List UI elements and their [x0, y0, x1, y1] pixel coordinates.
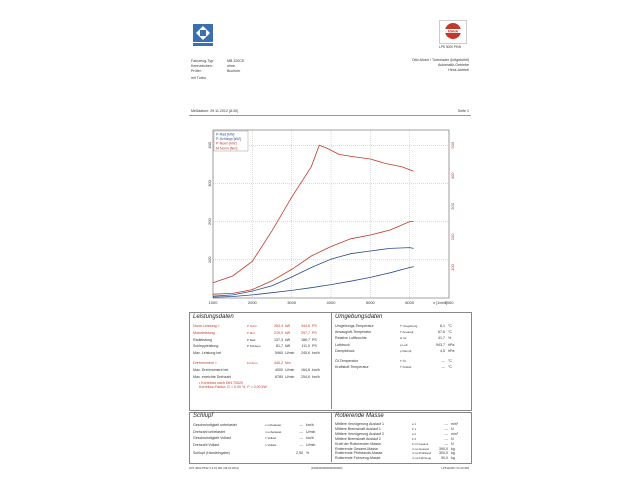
masse-unit: kg	[451, 451, 455, 456]
leistung-value-1: 81,7	[276, 344, 283, 349]
leistung-label: Max. Drehmoment bei	[193, 367, 229, 372]
lower-column-divider	[331, 412, 332, 462]
umgebung-symbol: T Kraftst	[400, 365, 412, 370]
leistung-label: Motorleistung	[193, 330, 215, 335]
leistung-label: Schleppleistung	[193, 344, 219, 349]
leistung-unit-2: PS	[312, 324, 317, 328]
leistung-unit-1: kW	[285, 324, 291, 328]
schlupf-label: Geschwindigkeit unbelastet	[193, 423, 237, 427]
series-line-0	[213, 145, 414, 282]
leistung-label: Max. erreichte Drehzahl	[193, 374, 232, 379]
series-line-1	[213, 222, 414, 295]
schlupf-value: ---	[299, 436, 303, 441]
chart-series	[213, 145, 414, 297]
schlupf-value: ---	[299, 442, 303, 447]
umgebung-unit: °C	[448, 359, 453, 363]
y-left-tick-label: 400	[207, 141, 212, 149]
schlupf-value: ---	[299, 423, 303, 427]
umgebung-unit: hPa	[448, 348, 455, 353]
schlupf-label: Drehzahl Vollast	[193, 442, 219, 447]
engine-line-1: Otto-Motor / Turbolader (luftgekühlt)	[411, 58, 469, 62]
tester: Buchner	[227, 69, 241, 73]
leistung-symbol: P Rad	[247, 337, 256, 342]
masse-symbol: a 2	[412, 431, 416, 436]
leistung-value-1: 219,0	[274, 330, 283, 335]
leistung-unit-2: km/h	[312, 367, 320, 372]
leistung-unit-1: U/min	[285, 374, 295, 379]
masse-value: ---	[444, 426, 448, 431]
y-right-tick-label: 400	[450, 172, 455, 180]
leistung-unit-1: kW	[285, 337, 291, 342]
masse-unit: N	[451, 426, 454, 431]
upper-column-divider	[331, 312, 332, 409]
footer-right: LPS EURO V1.20.903	[441, 466, 469, 470]
masse-title: Rotierende Masse	[335, 413, 384, 419]
schlupf-unit: U/min	[306, 442, 316, 447]
umgebung-unit: %	[448, 336, 452, 341]
umgebung-symbol: p Luft	[400, 342, 408, 347]
measure-date: Meßdatum: 29.11.2012 (8:30)	[191, 109, 239, 113]
leistung-value-2: 164,6	[301, 367, 310, 372]
umgebung-label: Kraftstoff-Temperatur	[335, 365, 369, 370]
masse-symbol: F rot Gesamt	[412, 441, 429, 446]
schlupf-unit: U/min	[306, 429, 316, 434]
masse-unit: m/s²	[451, 431, 458, 436]
masse-symbol: m rot Gesamt	[412, 446, 429, 451]
corr-line-1: • Korrektur nach DIN 70020	[199, 381, 244, 385]
x-tick-label: 3000	[287, 300, 297, 305]
schlupf-symbol: v unbelastet	[265, 423, 282, 427]
leistung-value-2: 254,6	[301, 374, 310, 379]
masse-value: 390,0	[439, 446, 448, 451]
umgebung-label: Relative Luftfeuchte	[335, 336, 367, 341]
leistung-label: Drehmoment =	[193, 361, 217, 365]
masse-label: Kraft der Rotierenden Masse	[335, 441, 381, 446]
schlupf-value: 2,50	[296, 451, 303, 456]
x-tick-label: 4000	[326, 300, 336, 305]
masse-value: 300,0	[439, 451, 448, 456]
umgebung-symbol: T Umgebung	[400, 324, 418, 328]
schlupf-value: ---	[299, 429, 303, 434]
masse-value: 90,0	[441, 456, 448, 461]
masse-symbol: m rot Fahrzeug	[412, 456, 431, 461]
y-right-tick-label: 300	[450, 203, 455, 210]
y-right-tick-label: 100	[450, 264, 455, 271]
umgebung-symbol: T Ansaugl	[400, 330, 414, 335]
schlupf-label: Schlupf (Handeingabe)	[193, 451, 230, 456]
chart-grid	[213, 130, 449, 298]
legend-entry: M Norm [Nm]	[216, 146, 238, 151]
note: mit Turbo	[191, 76, 206, 80]
x-axis-unit: n [1/min]	[433, 301, 447, 305]
y-left-tick-label: 200	[207, 218, 212, 225]
schlupf-unit: %	[306, 451, 310, 456]
masse-label: Mittlere Bremskraft Auslauf 2	[335, 436, 381, 441]
umgebung-value: ---	[441, 365, 445, 370]
umgebung-unit: °C	[448, 365, 453, 370]
schlupf-unit: km/h	[306, 436, 314, 441]
leistung-symbol: P Mot	[247, 330, 255, 335]
footer-left: LPS 3000 PKW V.3.01.001 (06.10.2011)	[189, 466, 239, 470]
masse-label: Mittlere Bremskraft Auslauf 1	[335, 426, 381, 431]
institute-logo-icon	[191, 22, 215, 48]
page-number: Seite 1	[457, 109, 469, 113]
plate: ohne	[227, 64, 235, 68]
leistung-value-1: 5960	[275, 351, 283, 356]
schlupf-symbol: v Vollast	[265, 436, 277, 441]
schlupf-unit: km/h	[306, 423, 314, 427]
umgebung-symbol: T Öl	[400, 359, 406, 363]
plate-label: Kennzeichen:	[191, 64, 213, 68]
masse-unit: m/s²	[451, 422, 458, 426]
masse-label: Rotierende Prüfstands-Masse	[335, 451, 383, 456]
y-right-tick-label: 200	[450, 233, 455, 241]
vehicle-type: MB 320CE	[227, 59, 245, 63]
leistung-value-1: 137,3	[274, 337, 283, 342]
umgebung-label: Öl-Temperatur	[335, 359, 358, 363]
leistung-unit-2: km/h	[312, 351, 320, 356]
tester-label: Prüfer:	[191, 69, 202, 73]
legend-entry: P-Rad [kW]	[216, 132, 235, 137]
masse-label: Mittlere Verzögerung Auslauf 1	[335, 422, 384, 426]
leistung-label: Radleistung	[193, 337, 212, 342]
legend-entry: P-Norm [kW]	[216, 141, 237, 146]
masse-symbol: F 1	[412, 426, 417, 431]
masse-label: Rotierende Gesamt-Masse	[335, 446, 378, 451]
engine-line-3: Heck-Antrieb	[448, 68, 469, 72]
masse-unit: kg	[451, 446, 455, 451]
maha-logo	[439, 20, 467, 50]
legend-entry: P-Schlepp [kW]	[216, 137, 241, 142]
y-right-tick-label: 500	[450, 141, 455, 149]
leistung-value-2: 245,6	[301, 351, 310, 356]
leistung-value-2: 111,0	[301, 344, 310, 349]
vehicle-type-label: Fahrzeug-Typ:	[191, 59, 215, 63]
umgebung-unit: hPa	[448, 342, 455, 347]
umgebung-value: ---	[441, 359, 445, 363]
divider	[189, 115, 471, 116]
masse-value: ---	[444, 431, 448, 436]
lps-badge: LPS 3000 PKW	[439, 45, 462, 49]
umgebung-value: 67,6	[438, 330, 445, 335]
umgebung-value: 41,7	[438, 336, 445, 341]
power-torque-chart	[181, 118, 477, 308]
leistung-symbol: P Norm	[247, 324, 258, 328]
leistung-unit-1: kW	[285, 344, 291, 349]
x-tick-label: 7000	[444, 300, 454, 305]
leistung-unit-1: Nm	[285, 361, 291, 365]
schlupf-symbol: n unbelastet	[265, 429, 282, 434]
leistung-unit-2: PS	[312, 344, 317, 349]
leistung-value-1: 253,4	[274, 324, 283, 328]
masse-value: ---	[444, 441, 448, 446]
masse-value: ---	[444, 422, 448, 426]
masse-symbol: a 1	[412, 422, 416, 426]
engine-line-2: Automatik-Getriebe	[438, 63, 469, 67]
masse-symbol: F 2	[412, 436, 417, 441]
leistung-label: Norm-Leistung =	[193, 324, 220, 328]
x-tick-label: 5000	[365, 300, 375, 305]
schlupf-label: Geschwindigkeit Vollast	[193, 436, 231, 441]
umgebung-label: Umgebungs-Temperatur	[335, 324, 374, 328]
x-tick-label: 6000	[405, 300, 415, 305]
umgebung-unit: °C	[448, 324, 453, 328]
umgebung-label: Dampfdruck	[335, 348, 355, 353]
x-tick-label: 1000	[208, 300, 218, 305]
masse-label: Rotierende Fahrzeug-Masse	[335, 456, 381, 461]
leistung-symbol: M Norm	[247, 361, 258, 365]
umgebung-label: Luftdruck	[335, 342, 350, 347]
schlupf-title: Schlupf	[193, 413, 214, 419]
masse-value: ---	[444, 436, 448, 441]
x-tick-label: 2000	[247, 300, 257, 305]
leistung-unit-2: PS	[312, 337, 317, 342]
leistung-unit-2: km/h	[312, 374, 320, 379]
leistung-value-1: 445,2	[274, 361, 283, 365]
masse-symbol: m rot Prüfstand	[412, 451, 432, 456]
leistung-unit-1: kW	[285, 330, 291, 335]
leistung-label: Max. Leistung bei	[193, 351, 222, 356]
chart-legend	[214, 131, 248, 151]
y-left-tick-label: 100	[207, 256, 212, 264]
leistung-value-1: 6780	[275, 374, 283, 379]
umgebung-symbol: p Dampf	[400, 348, 412, 353]
umgebung-unit: °C	[448, 330, 453, 335]
leistung-value-2: 186,7	[301, 337, 310, 342]
leistung-unit-2: PS	[312, 330, 317, 335]
leistung-value-2: 344,6	[301, 324, 310, 328]
umgebung-value: 4,5	[440, 348, 445, 353]
leistung-symbol: P Schlepp	[247, 344, 261, 349]
footer-mid: (1000000000000000000)	[311, 466, 343, 470]
umgebung-label: Ansaugluft-Temperatur	[335, 330, 372, 335]
schlupf-label: Drehzahl unbelastet	[193, 429, 225, 434]
schlupf-symbol: n Vollast	[265, 442, 277, 447]
masse-unit: kg	[451, 456, 455, 461]
maha-logo-icon	[439, 20, 467, 44]
leistung-unit-1: U/min	[285, 367, 295, 372]
umgebung-value: 943,7	[436, 342, 445, 347]
masse-unit: N	[451, 436, 454, 441]
report-sheet	[181, 14, 477, 472]
masse-unit: N	[451, 441, 454, 446]
leistung-value-1: 4000	[275, 367, 283, 372]
corr-line-2: Korrektur-Faktor: G = 0,00 %, P = 0,00 kW	[199, 385, 267, 389]
leistung-unit-1: U/min	[285, 351, 295, 356]
umgebung-value: 8,1	[440, 324, 445, 328]
umgebung-title: Umgebungsdaten	[335, 314, 383, 320]
umgebung-symbol: H rel	[400, 336, 407, 341]
y-left-tick-label: 300	[207, 180, 212, 187]
leistung-title: Leistungsdaten	[193, 314, 234, 320]
leistung-value-2: 297,7	[301, 330, 310, 335]
masse-label: Mittlere Verzögerung Auslauf 2	[335, 431, 384, 436]
svg-text:MAHA: MAHA	[447, 29, 459, 34]
